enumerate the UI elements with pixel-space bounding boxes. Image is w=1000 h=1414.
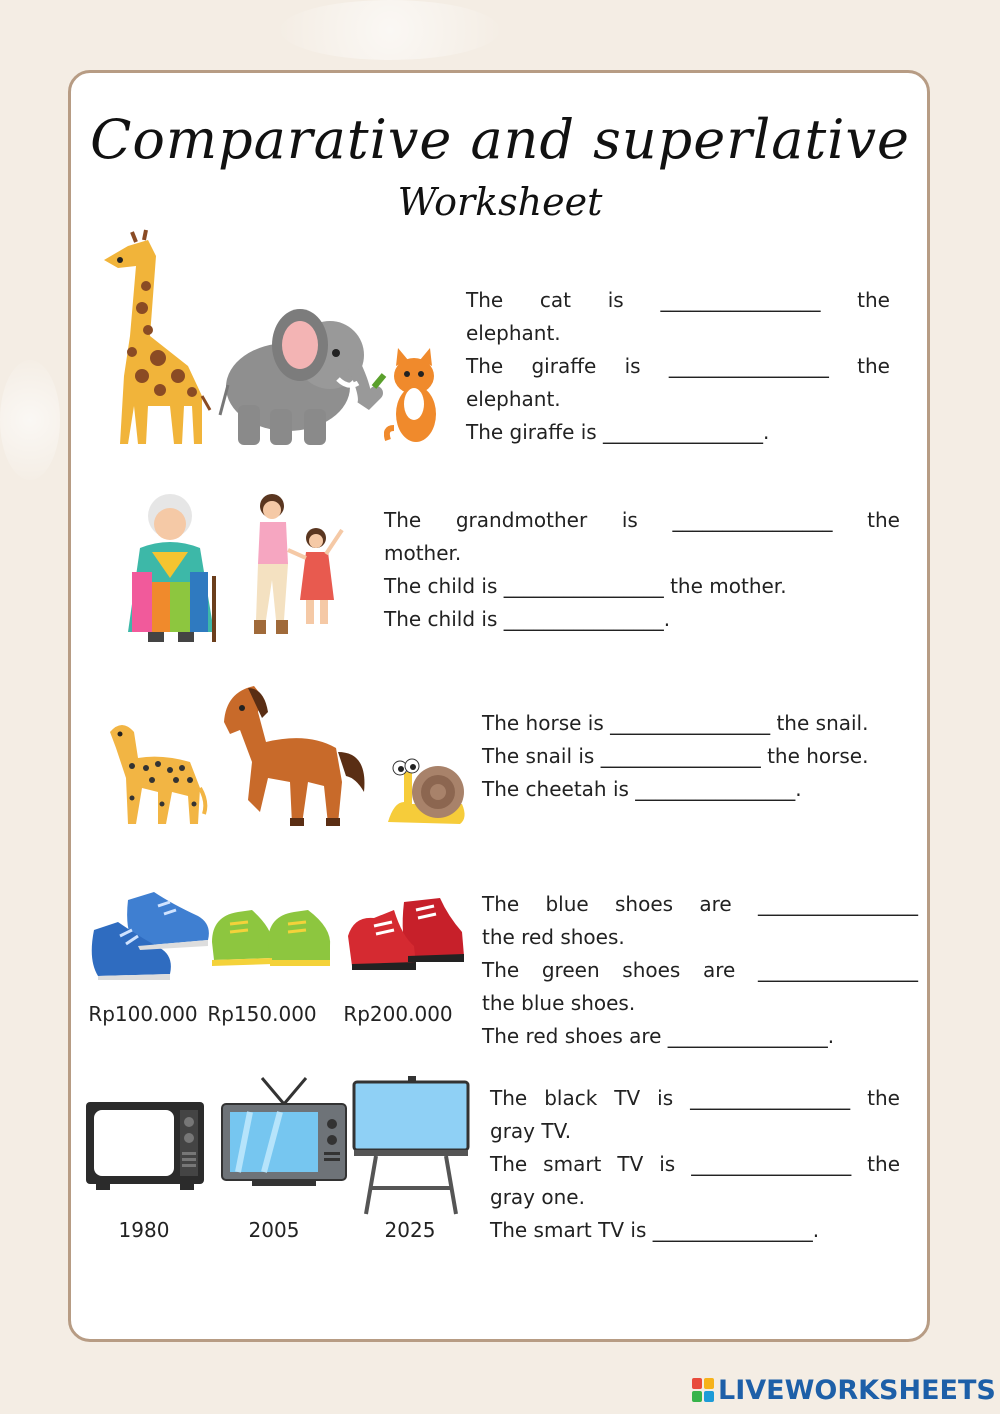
smart-tv-illustration	[352, 1076, 470, 1216]
answer-blank[interactable]: ________________	[668, 354, 829, 378]
answer-blank[interactable]: ________________	[758, 958, 918, 982]
liveworksheets-logo-icon	[692, 1378, 714, 1402]
word: is	[657, 1086, 674, 1110]
sentence-with-blank[interactable]: The cheetah is ________________.	[482, 777, 802, 801]
price-label: Rp100.000	[88, 1002, 198, 1026]
blue-shoes-illustration	[88, 890, 212, 982]
word: TV	[617, 1152, 644, 1176]
word: is	[621, 508, 638, 532]
word: smart	[543, 1152, 602, 1176]
sentence	[384, 504, 900, 537]
answer-blank[interactable]: ________________	[691, 1152, 852, 1176]
word: black	[544, 1086, 598, 1110]
year-label: 1980	[118, 1218, 170, 1242]
cat-illustration	[384, 348, 444, 446]
word: the	[867, 1086, 900, 1110]
word: the	[857, 288, 890, 312]
word: is	[659, 1152, 676, 1176]
mother-and-child-illustration	[238, 490, 350, 646]
background-texture	[280, 0, 500, 60]
snail-illustration	[384, 752, 468, 828]
year-label: 2025	[384, 1218, 436, 1242]
price-label: Rp200.000	[343, 1002, 453, 1026]
exercise-5	[490, 1082, 900, 1247]
sentence: elephant.	[466, 321, 561, 345]
black-tv-illustration	[86, 1102, 204, 1190]
cheetah-illustration	[102, 718, 208, 828]
exercise-1	[466, 284, 890, 449]
elephant-illustration	[218, 305, 388, 447]
word: the	[857, 354, 890, 378]
sentence	[490, 1082, 900, 1115]
liveworksheets-logo[interactable]	[692, 1374, 996, 1406]
word: TV	[614, 1086, 641, 1110]
word: shoes	[622, 958, 681, 982]
answer-blank[interactable]: ________________	[660, 288, 821, 312]
grandmother-illustration	[122, 492, 226, 644]
sentence	[490, 1148, 900, 1181]
answer-blank[interactable]: ________________	[672, 508, 833, 532]
sentence-with-blank[interactable]: The giraffe is ________________.	[466, 420, 770, 444]
page-title: Comparative and superlative	[90, 108, 910, 171]
sentence-with-blank[interactable]: The snail is ________________ the horse.	[482, 744, 869, 768]
word: is	[607, 288, 624, 312]
word: The	[482, 892, 520, 916]
word: are	[703, 958, 736, 982]
word: shoes	[615, 892, 674, 916]
word: The	[384, 508, 422, 532]
sentence-with-blank[interactable]: The child is ________________ the mother.	[384, 574, 787, 598]
sentence	[466, 350, 890, 383]
word: The	[466, 288, 504, 312]
word: the	[867, 508, 900, 532]
brand-name: LIVEWORKSHEETS	[718, 1374, 996, 1406]
giraffe-illustration	[98, 226, 214, 448]
sentence: mother.	[384, 541, 462, 565]
exercise-2	[384, 504, 900, 636]
word: The	[490, 1086, 528, 1110]
word: The	[482, 958, 520, 982]
word: is	[624, 354, 641, 378]
exercise-3	[482, 707, 912, 806]
word: the	[867, 1152, 900, 1176]
page-subtitle: Worksheet	[397, 180, 603, 224]
answer-blank[interactable]: ________________	[757, 892, 918, 916]
sentence	[482, 888, 918, 921]
sentence	[482, 954, 918, 987]
green-shoes-illustration	[208, 902, 334, 972]
sentence: the blue shoes.	[482, 991, 636, 1015]
exercise-4	[482, 888, 918, 1053]
sentence-with-blank[interactable]: The red shoes are ________________.	[482, 1024, 835, 1048]
word: The	[490, 1152, 528, 1176]
price-label: Rp150.000	[207, 1002, 317, 1026]
background-texture	[0, 360, 60, 480]
word: blue	[545, 892, 589, 916]
year-label: 2005	[248, 1218, 300, 1242]
word: green	[541, 958, 600, 982]
answer-blank[interactable]: ________________	[690, 1086, 851, 1110]
sentence: the red shoes.	[482, 925, 625, 949]
sentence-with-blank[interactable]: The smart TV is ________________.	[490, 1218, 820, 1242]
sentence: elephant.	[466, 387, 561, 411]
sentence-with-blank[interactable]: The horse is ________________ the snail.	[482, 711, 869, 735]
sentence	[466, 284, 890, 317]
gray-tv-illustration	[220, 1074, 348, 1190]
sentence: gray one.	[490, 1185, 585, 1209]
horse-illustration	[218, 682, 370, 828]
sentence-with-blank[interactable]: The child is ________________.	[384, 607, 671, 631]
word: giraffe	[531, 354, 597, 378]
sentence: gray TV.	[490, 1119, 572, 1143]
red-shoes-illustration	[344, 896, 468, 972]
word: cat	[539, 288, 572, 312]
word: are	[699, 892, 732, 916]
word: grandmother	[455, 508, 588, 532]
word: The	[466, 354, 504, 378]
